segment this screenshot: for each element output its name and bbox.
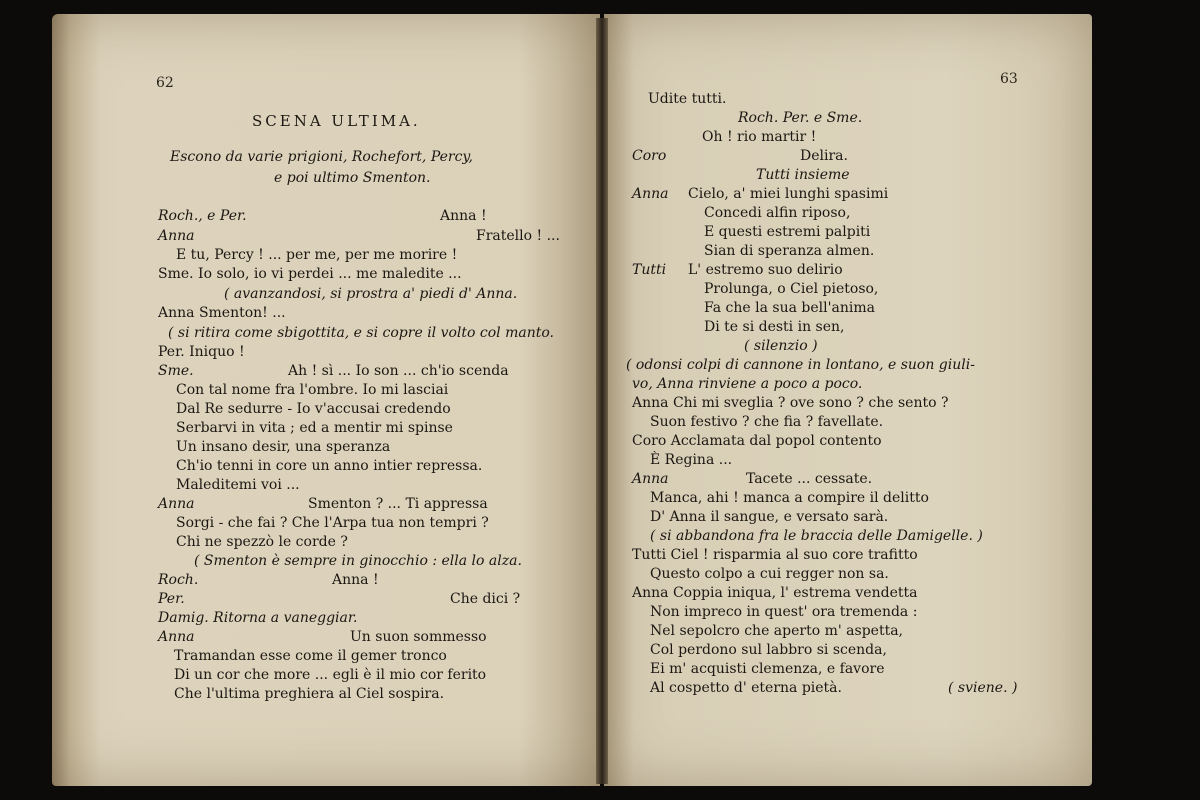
text-line: Anna Smenton! ...: [158, 305, 286, 321]
text-line: ( silenzio ): [744, 338, 818, 354]
text-line: Anna: [158, 496, 195, 512]
text-line: Un suon sommesso: [350, 629, 487, 645]
text-line: Anna !: [440, 208, 487, 224]
text-line: Oh ! rio martir !: [702, 129, 817, 145]
text-line: È Regina ...: [650, 452, 733, 468]
text-line: Escono da varie prigioni, Rochefort, Percy,: [170, 149, 473, 165]
text-line: Tacete ... cessate.: [746, 471, 873, 487]
text-line: Tutti: [632, 262, 667, 278]
text-line: Anna !: [332, 572, 379, 588]
open-book: [52, 14, 1094, 786]
text-line: Anna: [632, 471, 669, 487]
text-line: Fratello ! ...: [476, 228, 560, 244]
text-line: ( si abbandona fra le braccia delle Damigelle. ): [650, 528, 983, 544]
text-line: Ch'io tenni in core un anno intier repressa.: [176, 458, 483, 474]
text-line: Fa che la sua bell'anima: [704, 300, 875, 316]
text-line: Al cospetto d' eterna pietà.: [650, 680, 842, 696]
text-line: Sme.: [158, 363, 194, 379]
text-line: Anna Coppia iniqua, l' estrema vendetta: [632, 585, 918, 601]
text-line: ( odonsi colpi di cannone in lontano, e suon giuli-: [626, 357, 975, 373]
right-page: [604, 14, 1092, 786]
text-line: Con tal nome fra l'ombre. Io mi lasciai: [176, 382, 449, 398]
text-line: Roch. Per. e Sme.: [738, 110, 863, 126]
text-line: vo, Anna rinviene a poco a poco.: [632, 376, 863, 392]
text-line: Serbarvi in vita ; ed a mentir mi spinse: [176, 420, 453, 436]
text-line: D' Anna il sangue, e versato sarà.: [650, 509, 889, 525]
text-line: L' estremo suo delirio: [688, 262, 843, 278]
text-line: Prolunga, o Ciel pietoso,: [704, 281, 879, 297]
text-line: SCENA ULTIMA.: [252, 112, 421, 130]
text-line: Di un cor che more ... egli è il mio cor ferito: [174, 667, 487, 683]
page-number: 63: [1000, 71, 1018, 87]
text-line: Per. Iniquo !: [158, 344, 245, 360]
text-line: Tutti insieme: [756, 167, 850, 183]
text-line: Che dici ?: [450, 591, 521, 607]
text-line: Damig. Ritorna a vaneggiar.: [158, 610, 358, 626]
text-line: Delira.: [800, 148, 848, 164]
text-line: Smenton ? ... Ti appressa: [308, 496, 488, 512]
text-line: Di te si desti in sen,: [704, 319, 845, 335]
text-line: Sorgi - che fai ? Che l'Arpa tua non tempri ?: [176, 515, 489, 531]
text-line: ( si ritira come sbigottita, e si copre il volto col manto.: [168, 325, 555, 341]
text-line: Per.: [158, 591, 185, 607]
text-line: ( sviene. ): [948, 680, 1018, 696]
text-line: Anna Chi mi sveglia ? ove sono ? che sento ?: [632, 395, 949, 411]
text-line: Maleditemi voi ...: [176, 477, 300, 493]
text-line: Suon festivo ? che fia ? favellate.: [650, 414, 884, 430]
text-line: Nel sepolcro che aperto m' aspetta,: [650, 623, 903, 639]
text-line: Questo colpo a cui regger non sa.: [650, 566, 889, 582]
left-page: [52, 14, 600, 786]
text-line: Tutti Ciel ! risparmia al suo core trafitto: [632, 547, 918, 563]
text-line: Cielo, a' miei lunghi spasimi: [688, 186, 889, 202]
book-gutter: [596, 18, 608, 784]
text-line: Dal Re sedurre - Io v'accusai credendo: [176, 401, 451, 417]
text-line: Anna: [158, 629, 195, 645]
text-line: E questi estremi palpiti: [704, 224, 871, 240]
text-line: ( Smenton è sempre in ginocchio : ella lo alza.: [194, 553, 522, 569]
text-line: Anna: [632, 186, 669, 202]
text-line: E tu, Percy ! ... per me, per me morire !: [176, 247, 458, 263]
text-line: Anna: [158, 228, 195, 244]
page-number: 62: [156, 75, 174, 91]
text-line: Chi ne spezzò le corde ?: [176, 534, 348, 550]
text-line: ( avanzandosi, si prostra a' piedi d' Anna.: [224, 286, 518, 302]
text-line: Che l'ultima preghiera al Ciel sospira.: [174, 686, 445, 702]
text-line: Col perdono sul labbro si scenda,: [650, 642, 887, 658]
text-line: Udite tutti.: [648, 91, 727, 107]
text-line: Sian di speranza almen.: [704, 243, 875, 259]
text-line: e poi ultimo Smenton.: [274, 170, 431, 186]
text-line: Ei m' acquisti clemenza, e favore: [650, 661, 885, 677]
text-line: Tramandan esse come il gemer tronco: [174, 648, 447, 664]
text-line: Sme. Io solo, io vi perdei ... me maledite ...: [158, 266, 462, 282]
text-line: Ah ! sì ... Io son ... ch'io scenda: [288, 363, 509, 379]
text-line: Non impreco in quest' ora tremenda :: [650, 604, 918, 620]
text-line: Un insano desir, una speranza: [176, 439, 391, 455]
text-line: Roch., e Per.: [158, 208, 247, 224]
text-line: Coro Acclamata dal popol contento: [632, 433, 882, 449]
text-line: Coro: [632, 148, 667, 164]
text-line: Concedi alfin riposo,: [704, 205, 851, 221]
text-line: Roch.: [158, 572, 199, 588]
text-line: Manca, ahi ! manca a compire il delitto: [650, 490, 929, 506]
